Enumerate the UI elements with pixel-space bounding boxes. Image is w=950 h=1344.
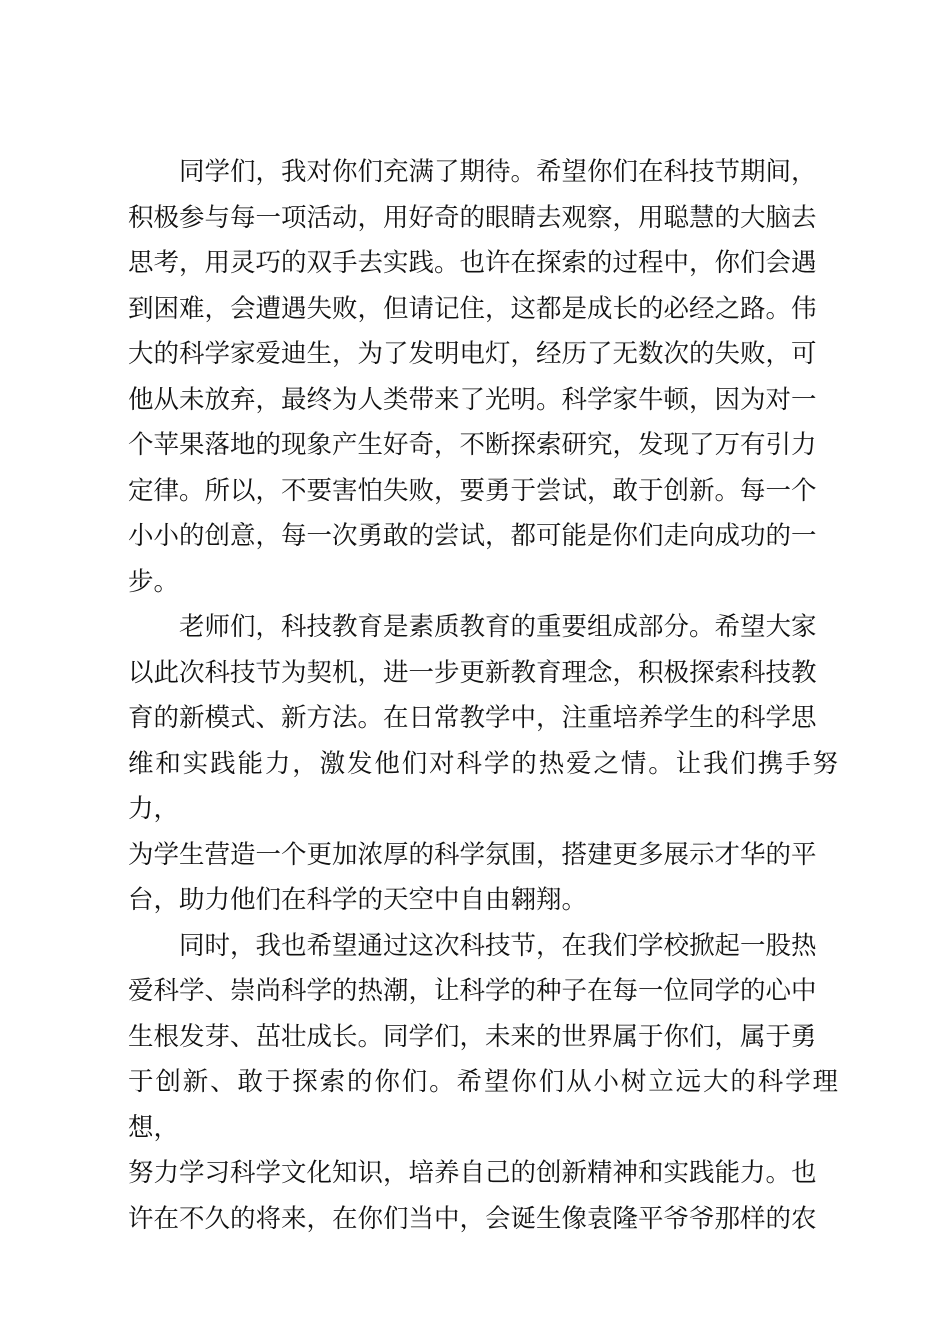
text-line: 同时，我也希望通过这次科技节，在我们学校掀起一股热 (179, 930, 817, 961)
text-line: 爱科学、崇尚科学的热潮，让科学的种子在每一位同学的心中 (128, 976, 817, 1006)
text-line: 他从未放弃，最终为人类带来了光明。科学家牛顿，因为对一 (128, 384, 817, 415)
text-line: 小小的创意，每一次勇敢的尝试，都可能是你们走向成功的一 (128, 521, 817, 551)
text-line: 步。 (128, 566, 180, 597)
text-line: 个苹果落地的现象产生好奇，不断探索研究，发现了万有引力 (128, 430, 817, 460)
text-line: 同学们，我对你们充满了期待。希望你们在科技节期间， (179, 157, 817, 187)
text-line: 定律。所以，不要害怕失败，要勇于尝试，敢于创新。每一个 (128, 475, 817, 506)
text-line: 台，助力他们在科学的天空中自由翱翔。 (128, 885, 588, 915)
text-line: 于创新、敢于探索的你们。希望你们从小树立远大的科学理想， (128, 1067, 838, 1143)
text-line: 以此次科技节为契机，进一步更新教育理念，积极探索科技教 (128, 657, 817, 688)
text-line: 许在不久的将来，在你们当中，会诞生像袁隆平爷爷那样的农 (128, 1203, 817, 1234)
paragraph-teachers (128, 605, 838, 924)
document-body (128, 150, 838, 1242)
text-line: 努力学习科学文化知识，培养自己的创新精神和实践能力。也 (128, 1158, 817, 1188)
text-line: 到困难，会遭遇失败，但请记住，这都是成长的必经之路。伟 (128, 293, 817, 324)
paragraph-students (128, 150, 838, 605)
text-line: 维和实践能力，激发他们对科学的热爱之情。让我们携手努力， (128, 748, 838, 824)
text-line: 大的科学家爱迪生，为了发明电灯，经历了无数次的失败，可 (128, 339, 817, 369)
text-line: 生根发芽、茁壮成长。同学们，未来的世界属于你们，属于勇 (128, 1021, 817, 1052)
text-line: 积极参与每一项活动，用好奇的眼睛去观察，用聪慧的大脑去 (128, 202, 817, 233)
text-line: 为学生营造一个更加浓厚的科学氛围，搭建更多展示才华的平 (128, 839, 817, 870)
text-line: 老师们，科技教育是素质教育的重要组成部分。希望大家 (179, 612, 817, 642)
paragraph-meanwhile (128, 924, 838, 1243)
text-line: 思考，用灵巧的双手去实践。也许在探索的过程中，你们会遇 (128, 248, 817, 278)
text-line: 育的新模式、新方法。在日常教学中，注重培养学生的科学思 (128, 703, 817, 733)
